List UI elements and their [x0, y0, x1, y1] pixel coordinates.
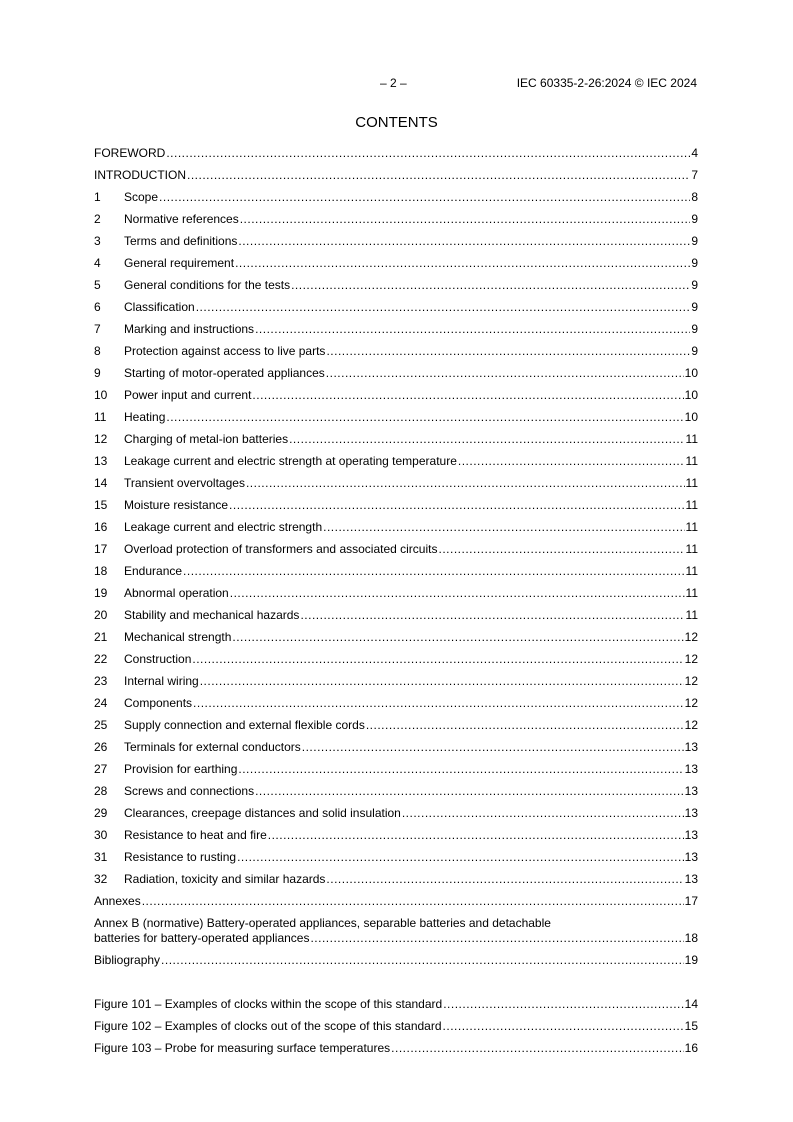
- toc-entry-title: Leakage current and electric strength at operating temperature: [124, 454, 457, 468]
- toc-entry-clause-24[interactable]: [94, 696, 698, 718]
- toc-entry-clause-30[interactable]: [94, 828, 698, 850]
- toc-entry-title: Radiation, toxicity and similar hazards: [124, 872, 326, 886]
- toc-entry-introduction[interactable]: [94, 168, 698, 190]
- toc-entry-number: 32: [94, 872, 108, 886]
- toc-entry-page: 12: [684, 696, 698, 710]
- leader-dots: [183, 564, 684, 579]
- leader-dots: [238, 234, 690, 249]
- leader-dots: [255, 322, 690, 337]
- toc-entry-page: 13: [684, 784, 698, 798]
- leader-dots: [192, 652, 683, 667]
- leader-dots: [326, 366, 684, 381]
- toc-entry-clause-3[interactable]: [94, 234, 698, 256]
- leader-dots: [255, 784, 684, 799]
- leader-dots: [142, 894, 684, 909]
- toc-entry-page: 13: [684, 850, 698, 864]
- toc-entry-clause-7[interactable]: [94, 322, 698, 344]
- leader-dots: [268, 828, 684, 843]
- toc-entry-clause-17[interactable]: [94, 542, 698, 564]
- toc-entry-clause-9[interactable]: [94, 366, 698, 388]
- toc-entry-clause-19[interactable]: [94, 586, 698, 608]
- toc-entry-clause-29[interactable]: [94, 806, 698, 828]
- toc-entry-clause-23[interactable]: [94, 674, 698, 696]
- toc-entry-title: Resistance to rusting: [124, 850, 237, 864]
- toc-entry-page: 19: [684, 953, 698, 967]
- toc-entry-title: Charging of metal-ion batteries: [124, 432, 289, 446]
- toc-entry-number: 4: [94, 256, 101, 270]
- leader-dots: [302, 740, 684, 755]
- toc-entry-clause-6[interactable]: [94, 300, 698, 322]
- toc-entry-page: 13: [684, 872, 698, 886]
- toc-entry-foreword[interactable]: [94, 146, 698, 168]
- toc-entry-page: 12: [684, 718, 698, 732]
- toc-entry-title: Figure 101 – Examples of clocks within the scope of this standard: [94, 997, 443, 1011]
- toc-entry-bibliography[interactable]: [94, 953, 698, 975]
- leader-dots: [237, 850, 684, 865]
- toc-entry-figure-2[interactable]: [94, 1019, 698, 1041]
- figure-list: [94, 997, 698, 1063]
- toc-entry-title: Figure 103 – Probe for measuring surface temperatures: [94, 1041, 391, 1055]
- toc-entry-clause-14[interactable]: [94, 476, 698, 498]
- toc-entry-number: 23: [94, 674, 108, 688]
- toc-entry-title: Screws and connections: [124, 784, 255, 798]
- toc-entry-title: Stability and mechanical hazards: [124, 608, 300, 622]
- toc-entry-title: Figure 102 – Examples of clocks out of the scope of this standard: [94, 1019, 442, 1033]
- toc-entry-number: 25: [94, 718, 108, 732]
- toc-entry-number: 3: [94, 234, 101, 248]
- leader-dots: [232, 630, 683, 645]
- toc-entry-page: 14: [684, 997, 698, 1011]
- toc-entry-page: 11: [685, 454, 698, 468]
- toc-entry-page: 11: [685, 520, 698, 534]
- toc-entry-number: 1: [94, 190, 101, 204]
- toc-entry-title: Overload protection of transformers and associated circuits: [124, 542, 438, 556]
- toc-entry-number: 19: [94, 586, 108, 600]
- toc-entry-title: Normative references: [124, 212, 239, 226]
- leader-dots: [229, 498, 684, 513]
- toc-entry-number: 26: [94, 740, 108, 754]
- toc-entry-number: 21: [94, 630, 108, 644]
- toc-entry-title: FOREWORD: [94, 146, 166, 160]
- toc-entry-page: 10: [684, 410, 698, 424]
- toc-entry-title: Starting of motor-operated appliances: [124, 366, 325, 380]
- leader-dots: [402, 806, 684, 821]
- toc-entry-clause-28[interactable]: [94, 784, 698, 806]
- toc-entry-title: Endurance: [124, 564, 183, 578]
- toc-entry-number: 24: [94, 696, 108, 710]
- leader-dots: [443, 997, 683, 1012]
- leader-dots: [187, 168, 690, 183]
- leader-dots: [196, 300, 691, 315]
- document-id: IEC 60335-2-26:2024 © IEC 2024: [516, 76, 697, 90]
- leader-dots: [166, 146, 690, 161]
- toc-entry-clause-27[interactable]: [94, 762, 698, 784]
- section-gap: [94, 975, 698, 997]
- leader-dots: [238, 762, 683, 777]
- toc-entry-clause-32[interactable]: [94, 872, 698, 894]
- toc-entry-number: 28: [94, 784, 108, 798]
- leader-dots: [300, 608, 684, 623]
- toc-entry-title: Terms and definitions: [124, 234, 238, 248]
- toc-entry-clause-5[interactable]: [94, 278, 698, 300]
- toc-entry-clause-31[interactable]: [94, 850, 698, 872]
- toc-entry-number: 29: [94, 806, 108, 820]
- toc-entry-annexes[interactable]: [94, 894, 698, 916]
- leader-dots: [193, 696, 684, 711]
- toc-entry-clause-15[interactable]: [94, 498, 698, 520]
- clause-list: [94, 190, 698, 894]
- toc-entry-clause-22[interactable]: [94, 652, 698, 674]
- toc-entry-title: Bibliography: [94, 953, 161, 967]
- toc-entry-number: 5: [94, 278, 101, 292]
- leader-dots: [200, 674, 684, 689]
- toc-entry-clause-1[interactable]: [94, 190, 698, 212]
- toc-entry-clause-12[interactable]: [94, 432, 698, 454]
- leader-dots: [159, 190, 690, 205]
- toc-entry-page: 9: [691, 300, 698, 314]
- toc-entry-title: Moisture resistance: [124, 498, 229, 512]
- leader-dots: [391, 1041, 683, 1056]
- toc-entry-page: 8: [691, 190, 698, 204]
- leader-dots: [310, 931, 683, 946]
- toc-entry-page: 9: [691, 234, 698, 248]
- toc-entry-figure-3[interactable]: [94, 1041, 698, 1063]
- toc-entry-number: 31: [94, 850, 108, 864]
- toc-entry-title: Transient overvoltages: [124, 476, 245, 490]
- toc-entry-page: 12: [684, 674, 698, 688]
- toc-entry-clause-11[interactable]: [94, 410, 698, 432]
- toc-entry-page: 13: [684, 740, 698, 754]
- toc-entry-number: 11: [94, 410, 107, 424]
- toc-entry-clause-13[interactable]: [94, 454, 698, 476]
- page-header: [0, 76, 793, 92]
- toc-entry-page: 12: [684, 652, 698, 666]
- toc-entry-page: 10: [684, 366, 698, 380]
- table-of-contents: [94, 146, 698, 1063]
- toc-entry-number: 20: [94, 608, 108, 622]
- toc-entry-number: 12: [94, 432, 108, 446]
- leader-dots: [366, 718, 684, 733]
- toc-entry-title: INTRODUCTION: [94, 168, 186, 182]
- toc-entry-page: 4: [691, 146, 698, 160]
- toc-entry-page: 13: [684, 828, 698, 842]
- toc-entry-title: Provision for earthing: [124, 762, 238, 776]
- leader-dots: [443, 1019, 684, 1034]
- toc-entry-number: 15: [94, 498, 108, 512]
- leader-dots: [323, 520, 684, 535]
- contents-title: CONTENTS: [355, 114, 438, 131]
- toc-entry-title: Internal wiring: [124, 674, 199, 688]
- toc-entry-number: 17: [94, 542, 108, 556]
- toc-entry-number: 22: [94, 652, 108, 666]
- toc-entry-title: Mechanical strength: [124, 630, 232, 644]
- toc-entry-clause-26[interactable]: [94, 740, 698, 762]
- toc-entry-page: 11: [685, 564, 698, 578]
- toc-entry-title: Scope: [124, 190, 159, 204]
- toc-entry-title: Construction: [124, 652, 192, 666]
- toc-entry-title: Components: [124, 696, 193, 710]
- toc-entry-title: Terminals for external conductors: [124, 740, 301, 754]
- leader-dots: [289, 432, 684, 447]
- toc-entry-clause-8[interactable]: [94, 344, 698, 366]
- toc-entry-title: Clearances, creepage distances and solid insulation: [124, 806, 401, 820]
- toc-entry-number: 30: [94, 828, 108, 842]
- toc-entry-page: 9: [691, 278, 698, 292]
- toc-entry-title: Power input and current: [124, 388, 252, 402]
- toc-entry-clause-25[interactable]: [94, 718, 698, 740]
- toc-entry-page: 9: [691, 322, 698, 336]
- leader-dots: [326, 344, 690, 359]
- toc-entry-title: Marking and instructions: [124, 322, 255, 336]
- toc-entry-page: 17: [684, 894, 698, 908]
- toc-entry-clause-20[interactable]: [94, 608, 698, 630]
- leader-dots: [161, 953, 684, 968]
- toc-entry-page: 9: [691, 344, 698, 358]
- toc-entry-page: 16: [684, 1041, 698, 1055]
- page-number: – 2 –: [380, 76, 407, 90]
- toc-entry-number: 27: [94, 762, 108, 776]
- toc-entry-page: 13: [684, 806, 698, 820]
- toc-entry-page: 11: [685, 586, 698, 600]
- toc-entry-clause-18[interactable]: [94, 564, 698, 586]
- leader-dots: [438, 542, 684, 557]
- toc-entry-annex-b[interactable]: [94, 916, 698, 946]
- toc-entry-number: 6: [94, 300, 101, 314]
- leader-dots: [240, 212, 691, 227]
- toc-entry-number: 8: [94, 344, 101, 358]
- toc-entry-title: Supply connection and external flexible cords: [124, 718, 365, 732]
- toc-entry-figure-1[interactable]: [94, 997, 698, 1019]
- toc-entry-number: 2: [94, 212, 101, 226]
- toc-entry-title: Annexes: [94, 894, 141, 908]
- toc-entry-page: 7: [691, 168, 698, 182]
- toc-entry-page: 13: [684, 762, 698, 776]
- toc-entry-number: 7: [94, 322, 101, 336]
- toc-entry-title: Protection against access to live parts: [124, 344, 326, 358]
- toc-entry-page: 11: [685, 542, 698, 556]
- toc-entry-number: 13: [94, 454, 108, 468]
- leader-dots: [166, 410, 683, 425]
- toc-entry-page: 11: [685, 432, 698, 446]
- toc-entry-title: General requirement: [124, 256, 235, 270]
- toc-entry-title: Heating: [124, 410, 166, 424]
- toc-entry-number: 10: [94, 388, 108, 402]
- toc-entry-page: 12: [684, 630, 698, 644]
- toc-entry-number: 9: [94, 366, 101, 380]
- toc-entry-title: Resistance to heat and fire: [124, 828, 267, 842]
- toc-entry-clause-21[interactable]: [94, 630, 698, 652]
- toc-entry-title-line2: batteries for battery-operated appliances: [94, 931, 310, 945]
- leader-dots: [235, 256, 690, 271]
- leader-dots: [291, 278, 690, 293]
- leader-dots: [458, 454, 685, 469]
- toc-entry-title: Abnormal operation: [124, 586, 229, 600]
- toc-entry-clause-10[interactable]: [94, 388, 698, 410]
- toc-entry-page: 11: [685, 608, 698, 622]
- toc-entry-title: Leakage current and electric strength: [124, 520, 323, 534]
- toc-entry-clause-4[interactable]: [94, 256, 698, 278]
- toc-entry-title: Classification: [124, 300, 195, 314]
- toc-entry-title-line1: Annex B (normative) Battery-operated appliances, separable batteries and detachable: [94, 916, 551, 930]
- leader-dots: [246, 476, 685, 491]
- leader-dots: [326, 872, 683, 887]
- toc-entry-page: 18: [684, 931, 698, 945]
- toc-entry-clause-16[interactable]: [94, 520, 698, 542]
- toc-entry-page: 15: [684, 1019, 698, 1033]
- toc-entry-number: 18: [94, 564, 108, 578]
- toc-entry-page: 11: [685, 476, 698, 490]
- toc-entry-page: 10: [684, 388, 698, 402]
- toc-entry-clause-2[interactable]: [94, 212, 698, 234]
- toc-entry-page: 9: [691, 256, 698, 270]
- toc-entry-number: 14: [94, 476, 108, 490]
- leader-dots: [252, 388, 683, 403]
- toc-entry-page: 11: [685, 498, 698, 512]
- toc-entry-title: General conditions for the tests: [124, 278, 291, 292]
- leader-dots: [230, 586, 685, 601]
- toc-entry-number: 16: [94, 520, 108, 534]
- toc-entry-page: 9: [691, 212, 698, 226]
